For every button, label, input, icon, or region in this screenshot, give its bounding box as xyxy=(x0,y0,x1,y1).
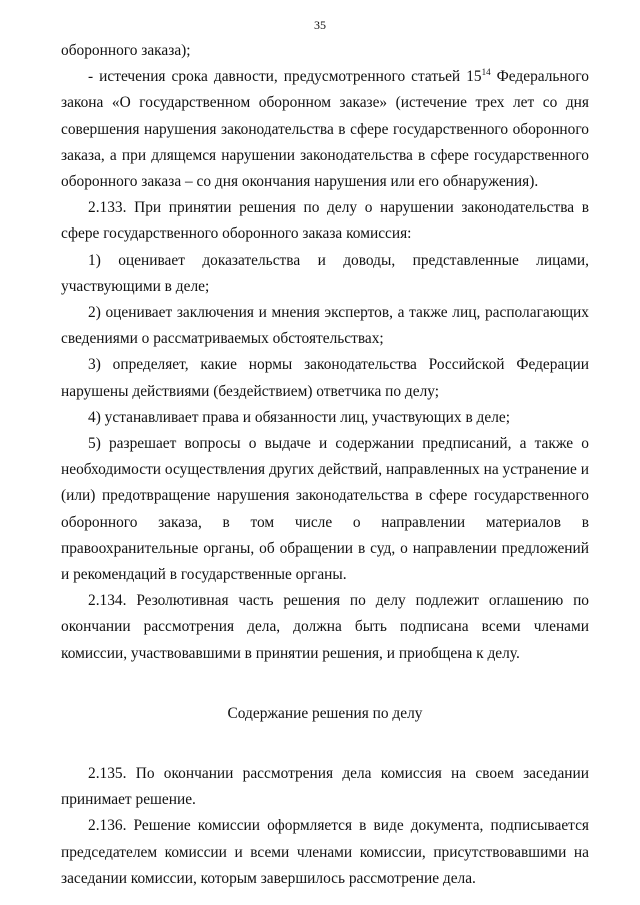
paragraph-2-133: 2.133. При принятии решения по делу о нарушении законодательства в сфере государственного оборонного заказа комиссия: xyxy=(61,199,589,243)
document-body xyxy=(61,38,589,892)
list-item-5: 5) разрешает вопросы о выдаче и содержании предписаний, а также о необходимости осуществления других действий, направленных на устранение и (или) предотвращение нарушения законодательства в сфере государственного оборонного заказа, в том числе о направлении материалов в правоохранительные органы, об обращении в суд, о направлении предложений и рекомендаций в государственные органы. xyxy=(61,435,589,584)
list-item-4: 4) устанавливает права и обязанности лиц, участвующих в деле; xyxy=(88,408,511,426)
superscript-article: 14 xyxy=(481,67,491,78)
page-number: 35 xyxy=(314,18,326,32)
paragraph-2-136: 2.136. Решение комиссии оформляется в виде документа, подписывается председателем комиссии и всеми членами комиссии, присутствовавшими на заседании комиссии, которым завершилось рассмотрение дела. xyxy=(61,817,589,887)
section-heading: Содержание решения по делу xyxy=(227,704,423,722)
paragraph-2-135: 2.135. По окончании рассмотрения дела комиссия на своем заседании принимает решение. xyxy=(61,765,589,809)
list-item-2: 2) оценивает заключения и мнения экспертов, а также лиц, располагающих сведениями о рассматриваемых обстоятельствах; xyxy=(61,304,589,348)
paragraph-2-134: 2.134. Резолютивная часть решения по делу подлежит оглашению по окончании рассмотрения дела, должна быть подписана всеми членами комиссии, участвовавшими в принятии решения, и приобщена к делу. xyxy=(61,592,589,662)
list-item-1: 1) оценивает доказательства и доводы, представленные лицами, участвующими в деле; xyxy=(61,251,589,295)
paragraph-continuation: оборонного заказа); xyxy=(61,42,191,59)
paragraph-text: - истечения срока давности, предусмотренного статьей 15 xyxy=(88,68,482,86)
paragraph-statute-limitation xyxy=(61,64,589,195)
list-item-3: 3) определяет, какие нормы законодательства Российской Федерации нарушены действиями (бездействием) ответчика по делу; xyxy=(61,356,589,400)
paragraph-text: Федерального закона «О государственном оборонном заказе» (истечение трех лет со дня совершения нарушения законодательства в сфере государственного оборонного заказа, а при длящемся нарушении законодательства в сфере государственного оборонного заказа – со дня окончания нарушения или его обнаружения). xyxy=(61,68,589,191)
